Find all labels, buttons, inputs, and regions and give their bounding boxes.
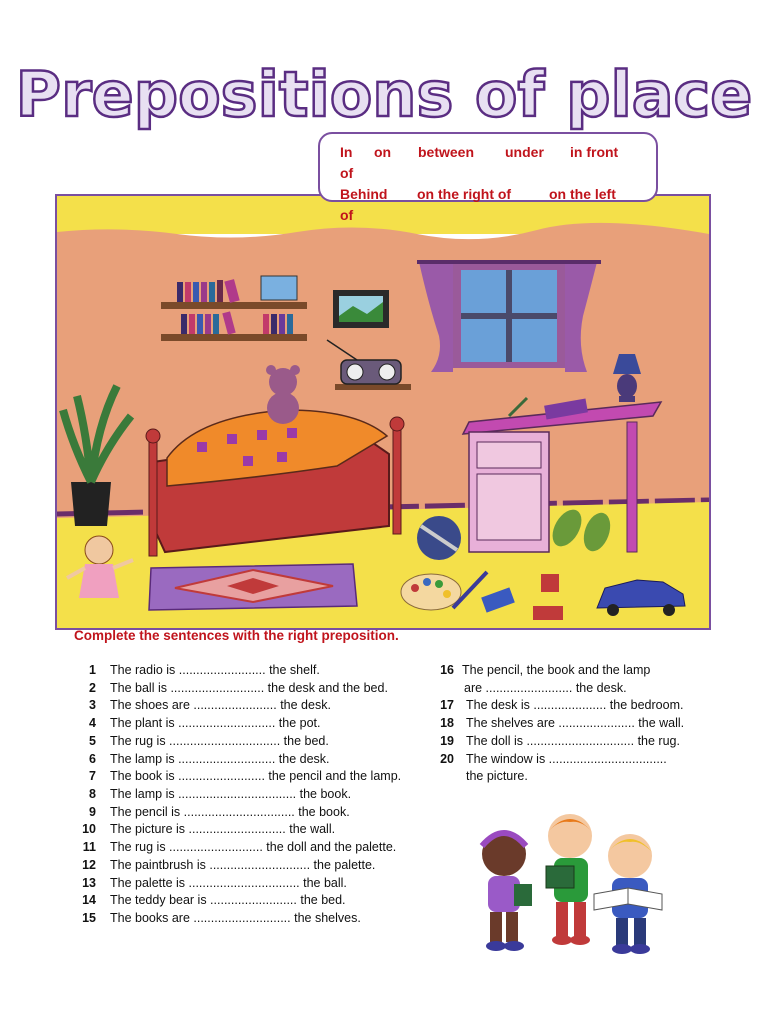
word-box: [318, 132, 658, 223]
window: [417, 262, 601, 372]
sentence-number: 16: [440, 663, 454, 677]
sentence-number: 4: [89, 716, 96, 730]
sentence-number: 13: [82, 876, 96, 890]
sentence-text: The lamp is ............................ the desk.: [110, 752, 330, 766]
sentence-number: 19: [440, 734, 454, 748]
sentence-text: The rug is ................................ the bed.: [110, 734, 329, 748]
sentence-number: 2: [89, 681, 96, 695]
word-wrap-of-1: of: [340, 165, 354, 181]
sentence-number: 17: [440, 698, 454, 712]
ball: [417, 516, 461, 560]
sentence-text: The shoes are ........................ the desk.: [110, 698, 331, 712]
bedroom-drawing: [57, 196, 709, 628]
sentence-text: The palette is ................................ the ball.: [110, 876, 347, 890]
word-in: In: [340, 144, 353, 160]
sentence-number: 14: [82, 893, 96, 907]
sentence-text-continuation: the picture.: [466, 769, 528, 783]
word-wrap-of-2: of: [340, 207, 354, 223]
word-under: under: [505, 144, 544, 160]
sentence-text: The shelves are ...................... the wall.: [466, 716, 685, 730]
sentence-number: 15: [82, 911, 96, 925]
sentence-number: 7: [89, 769, 96, 783]
sentence-text: The ball is ........................... the desk and the bed.: [110, 681, 388, 695]
word-on-the-left: on the left: [549, 186, 616, 202]
sentence-text: The picture is ............................ the wall.: [110, 822, 336, 836]
word-between: between: [418, 144, 475, 160]
instruction-text: Complete the sentences with the right preposition.: [74, 628, 399, 643]
sentence-text: The desk is ..................... the bedroom.: [466, 698, 684, 712]
sentence-number: 18: [440, 716, 454, 730]
sentence-text: The paintbrush is ............................. the palette.: [110, 858, 376, 872]
word-on-the-right-of: on the right of: [417, 186, 512, 202]
sentence-number: 12: [82, 858, 96, 872]
sentence-text: The teddy bear is ......................... the bed.: [110, 893, 346, 907]
sentence-number: 10: [82, 822, 96, 836]
picture-frame: [333, 290, 389, 328]
children-reading-illustration: [462, 806, 678, 956]
sentence-text: The pencil, the book and the lamp: [462, 663, 651, 677]
sentence-text: The plant is ............................ the pot.: [110, 716, 321, 730]
word-in-front: in front: [570, 144, 619, 160]
word-behind: Behind: [340, 186, 388, 202]
sentence-number: 6: [89, 752, 96, 766]
children-drawing: [462, 806, 678, 956]
sentence-text: The book is ......................... the pencil and the lamp.: [110, 769, 402, 783]
sentence-text: The window is ..................................: [466, 752, 667, 766]
sentence-text: The doll is ............................... the rug.: [466, 734, 680, 748]
sentence-text: The pencil is ................................ the book.: [110, 805, 350, 819]
page-title: Prepositions of place: [15, 58, 753, 131]
sentence-text: The radio is ......................... the shelf.: [110, 663, 320, 677]
sentence-number: 1: [89, 663, 96, 677]
word-on: on: [374, 144, 392, 160]
sentence-text: The books are ............................ the shelves.: [110, 911, 361, 925]
sentence-text: The rug is ........................... the doll and the palette.: [110, 840, 397, 854]
sentence-number: 3: [89, 698, 96, 712]
sentence-number: 8: [89, 787, 96, 801]
sentence-text-continuation: are ......................... the desk.: [464, 681, 627, 695]
sentence-text: The lamp is .................................. the book.: [110, 787, 352, 801]
rug: [149, 564, 357, 610]
sentence-number: 5: [89, 734, 96, 748]
sentence-number: 20: [440, 752, 454, 766]
sentence-number: 9: [89, 805, 96, 819]
sentence-number: 11: [82, 840, 96, 854]
bedroom-illustration: [55, 194, 711, 630]
